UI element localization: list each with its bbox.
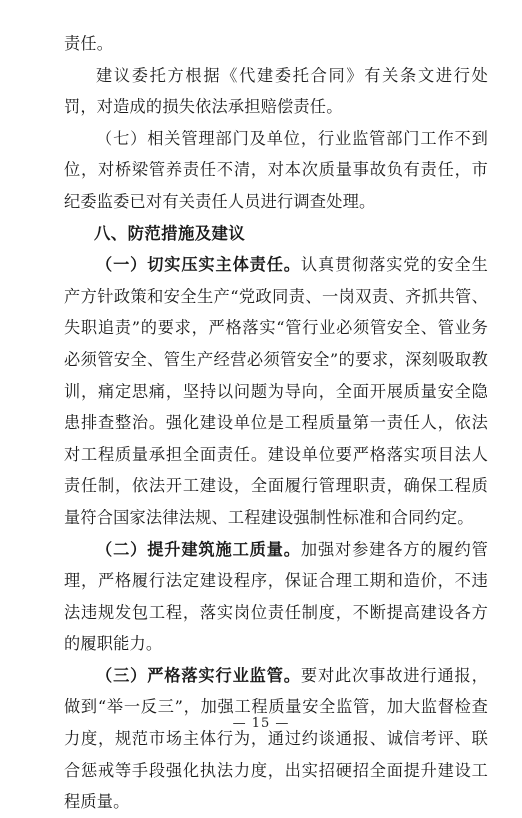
measure-3-text: 要对此次事故进行通报，做到“举一反三”，加强工程质量安全监管，加大监督检查力度，规范市场主体行为，通过约谈通报、诚信考评、联合惩戒等手段强化执法力度，出实招硬招全面提升建设工程质量。 — [64, 665, 488, 812]
section-heading: 八、防范措施及建议 — [94, 223, 246, 243]
measure-3-title: （三）严格落实行业监管。 — [96, 665, 301, 685]
paragraph-continuation: 责任。 — [64, 34, 114, 53]
paragraph-measure-2 — [64, 534, 488, 660]
paragraph-measure-1 — [64, 249, 488, 533]
paragraph-item-7: （七）相关管理部门及单位，行业监管部门工作不到位，对桥梁管养责任不清，对本次质量事故负有责任，市纪委监委已对有关责任人员进行调查处理。 — [64, 128, 488, 211]
measure-1-text: 认真贯彻落实党的安全生产方针政策和安全生产“党政同责、一岗双责、齐抓共管、失职追责”的要求，严格落实“管行业必须管安全、管业务必须管安全、管生产经营必须管安全”的要求，深刻吸取教训，痛定思痛，坚持以问题为导向，全面开展质量安全隐患排查整治。强化建设单位是工程质量第一责任人，依法对工程质量承担全面责任。建设单位要严格落实项目法人责任制，依法开工建设，全面履行管理职责，确保工程质量符合国家法律法规、工程建设强制性标准和合同约定。 — [64, 255, 488, 527]
page-number: — 15 — — [232, 716, 290, 731]
measure-2-text: 加强对参建各方的履约管理，严格履行法定建设程序，保证合理工期和造价，不违法违规发包工程，落实岗位责任制度，不断提高建设各方的履职能力。 — [64, 539, 488, 654]
document-body — [64, 28, 488, 818]
measure-2-title: （二）提升建筑施工质量。 — [96, 539, 301, 559]
measure-1-title: （一）切实压实主体责任。 — [96, 255, 301, 275]
paragraph-measure-3 — [64, 660, 488, 818]
paragraph-penalty-suggestion: 建议委托方根据《代建委托合同》有关条文进行处罚，对造成的损失依法承担赔偿责任。 — [64, 65, 488, 117]
